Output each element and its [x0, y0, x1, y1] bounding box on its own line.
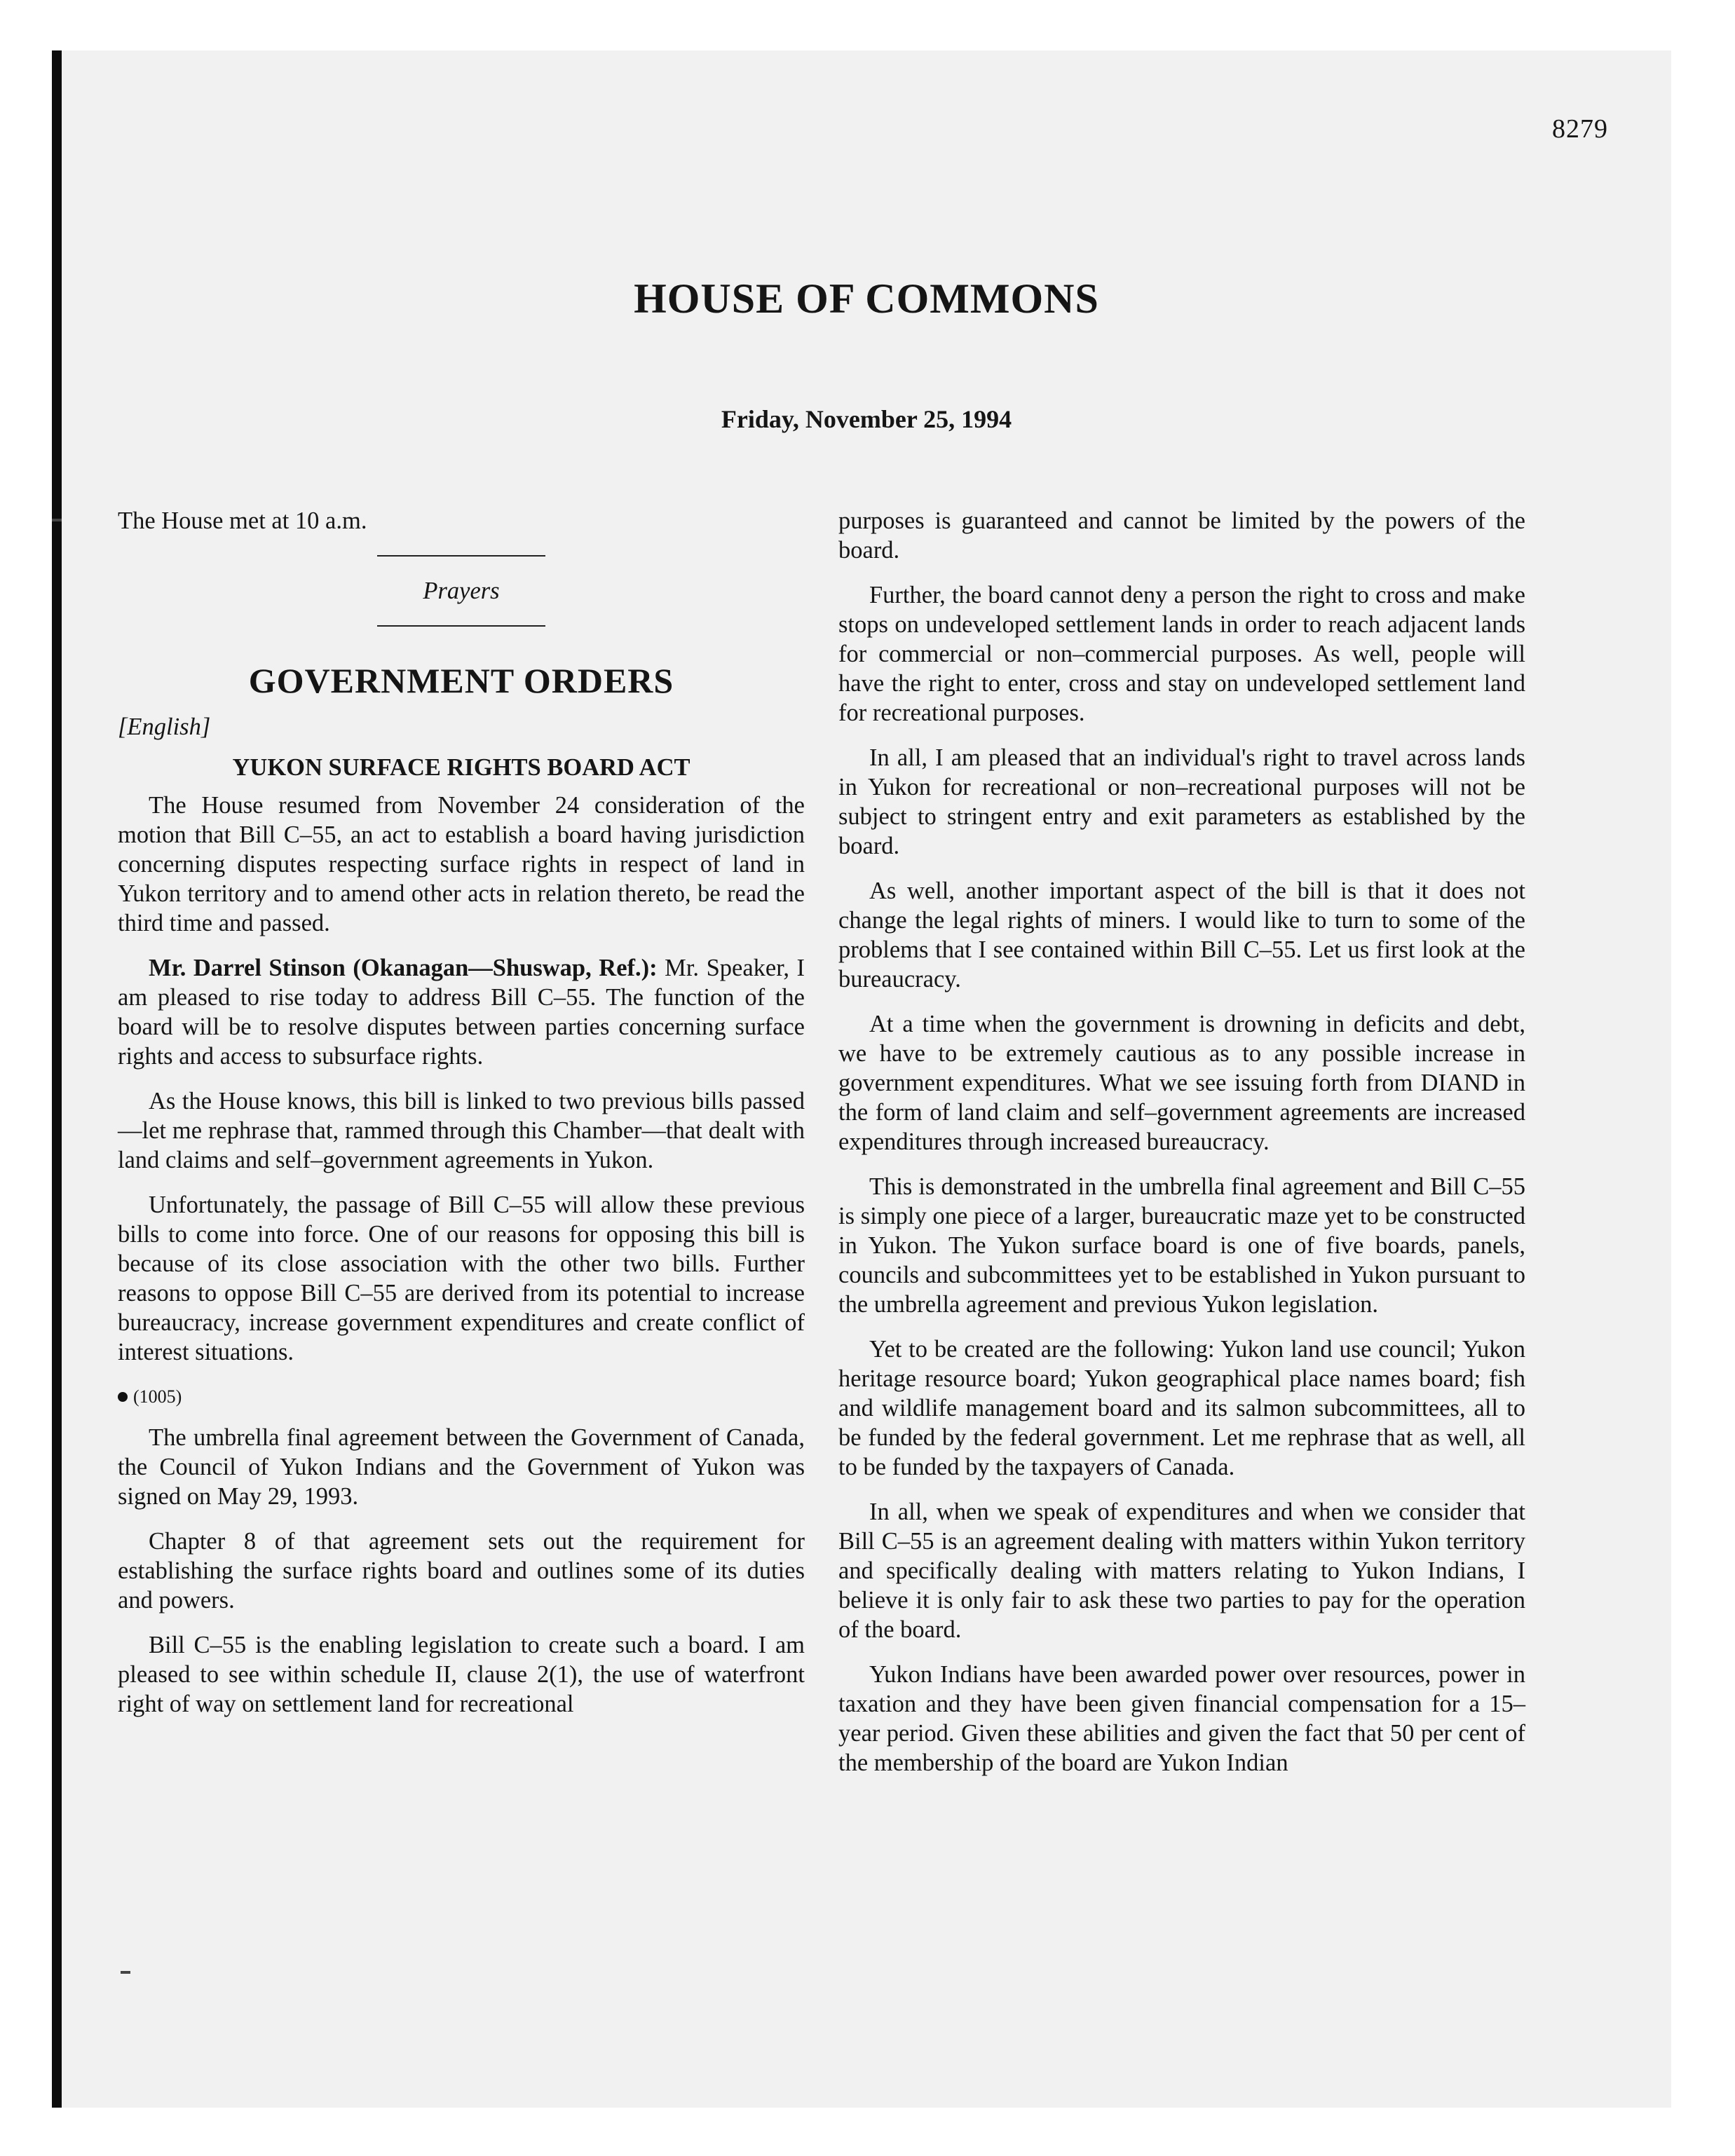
speaker-name: Mr. Darrel Stinson (Okanagan—Shuswap, Ref.):	[149, 955, 658, 981]
time-marker	[118, 1382, 805, 1412]
paragraph: As the House knows, this bill is linked to two previous bills passed—let me rephrase that, rammed through this Chamber—that dealt with land claims and self–government agreements in Yukon.	[118, 1088, 805, 1173]
margin-mark	[121, 1971, 130, 1974]
opening-line: The House met at 10 a.m.	[118, 507, 367, 534]
paragraph: The House resumed from November 24 consideration of the motion that Bill C–55, an act to establish a board having jurisdiction concerning disputes respecting surface rights in respect of land in Yukon territory and to amend other acts in relation thereto, be read the third time and passed.	[118, 792, 805, 936]
paragraph: Chapter 8 of that agreement sets out the requirement for establishing the surface rights board and outlines some of its duties and powers.	[118, 1528, 805, 1613]
right-column	[838, 506, 1525, 1793]
page-title: HOUSE OF COMMONS	[634, 275, 1099, 322]
bullet-icon	[118, 1392, 128, 1402]
language-tag: [English]	[118, 714, 211, 740]
paragraph: At a time when the government is drowning in deficits and debt, we have to be extremely cautious as to any possible increase in government expenditures. What we see issuing forth from DIAND in the form of land claim and self–government agreements are increased expenditures through increased bureaucracy.	[838, 1011, 1525, 1155]
paragraph: This is demonstrated in the umbrella final agreement and Bill C–55 is simply one piece of a larger, bureaucratic maze yet to be constructed in Yukon. The Yukon surface board is one of five boards, panels, councils and subcommittees yet to be established in Yukon pursuant to the umbrella agreement and previous Yukon legislation.	[838, 1173, 1525, 1318]
paragraph: Yet to be created are the following: Yukon land use council; Yukon heritage resource board; Yukon geographical place names board; fish and wildlife management board and its salmon subcommittees, all to be funded by the federal government. Let me rephrase that as well, all to be funded by the taxpayers of Canada.	[838, 1336, 1525, 1480]
speech-text: Mr. Speaker, I am pleased to rise today to address Bill C–55. The function of the board will be to resolve disputes between parties concerning surface rights and access to subsurface rights.	[118, 955, 805, 1070]
paragraph: Bill C–55 is the enabling legislation to create such a board. I am pleased to see within schedule II, clause 2(1), the use of waterfront right of way on settlement land for recreational	[118, 1632, 805, 1717]
section-heading: GOVERNMENT ORDERS	[248, 661, 674, 700]
left-column	[118, 506, 805, 1734]
prayers-label: Prayers	[423, 578, 500, 604]
scan-edge	[52, 50, 62, 2108]
margin-mark	[52, 519, 62, 521]
paragraph: Further, the board cannot deny a person the right to cross and make stops on undeveloped settlement lands in order to reach adjacent lands for commercial or non–commercial purposes. As well, people will have the right to enter, cross and stay on undeveloped settlement land for recreational purposes.	[838, 582, 1525, 726]
sitting-date: Friday, November 25, 1994	[721, 405, 1012, 433]
divider-rule	[377, 625, 545, 627]
paragraph: As well, another important aspect of the bill is that it does not change the legal rights of miners. I would like to turn to some of the problems that I see contained within Bill C–55. Let us first look at the bureaucracy.	[838, 878, 1525, 992]
speech-paragraph	[118, 953, 805, 1071]
paragraph: In all, I am pleased that an individual's right to travel across lands in Yukon for recreational or non–recreational purposes will not be subject to stringent entry and exit parameters as established by the board.	[838, 744, 1525, 859]
paragraph: Unfortunately, the passage of Bill C–55 will allow these previous bills to come into force. One of our reasons for opposing this bill is because of its close association with the other two bills. Further reasons to oppose Bill C–55 are derived from its potential to increase bureaucracy, increase government expenditures and create conflict of interest situations.	[118, 1192, 805, 1365]
page-number: 8279	[1552, 114, 1608, 144]
paragraph: Yukon Indians have been awarded power over resources, power in taxation and they have been given financial compensation for a 15–year period. Given these abilities and given the fact that 50 per cent of the membership of the board are Yukon Indian	[838, 1661, 1525, 1776]
bill-heading: YUKON SURFACE RIGHTS BOARD ACT	[232, 754, 690, 781]
paragraph: purposes is guaranteed and cannot be limited by the powers of the board.	[838, 507, 1525, 564]
time-marker-text: (1005)	[133, 1386, 182, 1407]
divider-rule	[377, 555, 545, 557]
paragraph: In all, when we speak of expenditures and when we consider that Bill C–55 is an agreement dealing with matters within Yukon territory and specifically dealing with matters relating to Yukon Indians, I believe it is only fair to ask these two parties to pay for the operation of the board.	[838, 1499, 1525, 1643]
paragraph: The umbrella final agreement between the Government of Canada, the Council of Yukon Indians and the Government of Yukon was signed on May 29, 1993.	[118, 1424, 805, 1510]
